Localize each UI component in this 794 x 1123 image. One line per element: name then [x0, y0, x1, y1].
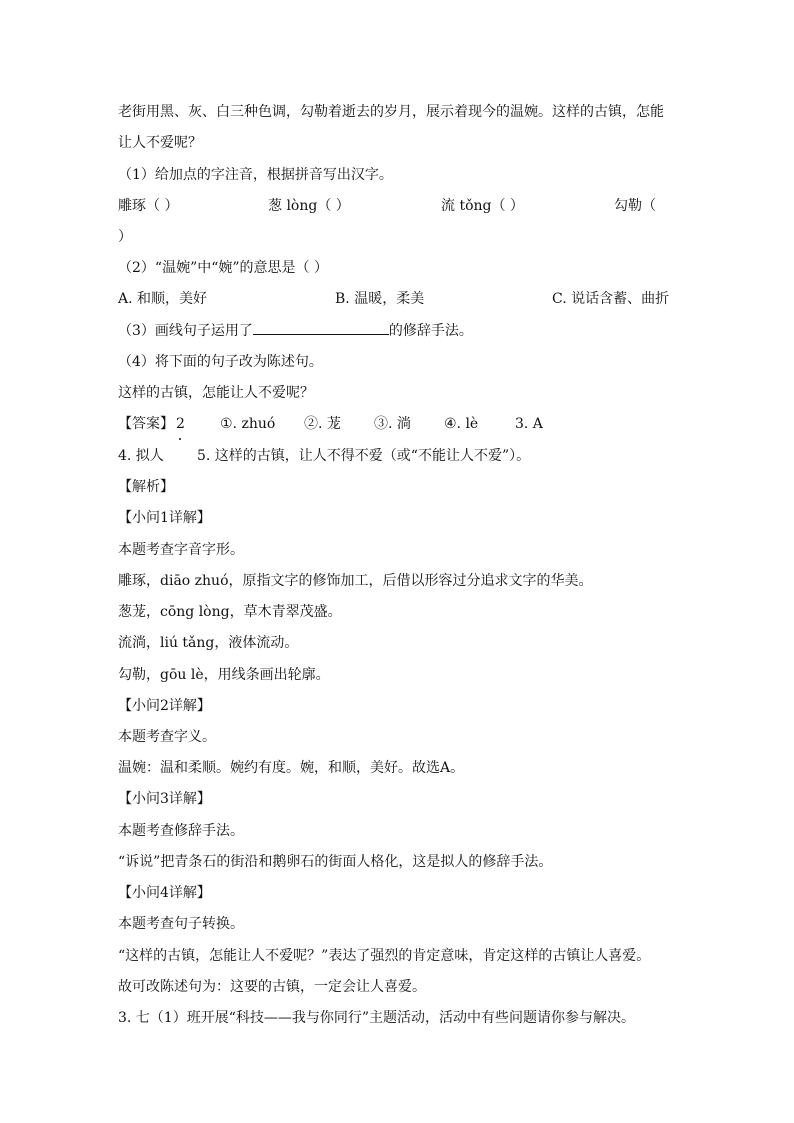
sub4-line-3: 故可改陈述句为：这要的古镇，一定会让人喜爱。 [118, 979, 426, 995]
q1-item-3: 流 tǒng（ ） [441, 198, 524, 214]
sub4-line-1: 本题考查句子转换。 [118, 916, 244, 932]
q1-item-2: 葱 lòng（ ） [268, 198, 350, 214]
q2-option-b: B. 温暖，柔美 [335, 291, 425, 307]
answer-4: ④. lè [444, 416, 479, 432]
q1-item-4: 勾勒（ [614, 198, 656, 214]
q3-line [118, 320, 473, 341]
sub1-line-3: 葱茏，cōng lòng，草木青翠茂盛。 [118, 604, 342, 620]
q3-before: （3）画线句子运用了 [118, 323, 253, 339]
passage-line-1: 老街用黑、灰、白三种色调，勾勒着逝去的岁月，展示着现今的温婉。这样的古镇，怎能 [118, 104, 664, 120]
sub2-line-2: 温婉：温和柔顺。婉约有度。婉，和顺，美好。故选A。 [118, 760, 465, 776]
q2-option-a: A. 和顺，美好 [118, 291, 208, 307]
answer-label: 【答案】 [118, 416, 174, 432]
sub3-line-2: “诉说”把青条石的街沿和鹅卵石的街面人格化，这是拟人的修辞手法。 [118, 854, 553, 870]
answer-7: 5. 这样的古镇，让人不得不爱（或“不能让人不爱”）。 [197, 448, 531, 464]
q3-blank [253, 320, 389, 335]
q2-option-c: C. 说话含蓄、曲折 [552, 291, 670, 307]
sub3-title: 【小问3详解】 [118, 791, 211, 807]
sub4-title: 【小问4详解】 [118, 885, 211, 901]
q1-item-4-close: ） [118, 229, 132, 245]
answer-1: ①. zhuó [220, 416, 276, 432]
sub1-line-4: 流淌，liú tǎng，液体流动。 [118, 635, 299, 651]
sub1-line-2: 雕琢，diāo zhuó，原指文字的修饰加工，后借以形容过分追求文字的华美。 [118, 573, 593, 589]
sub3-line-1: 本题考查修辞手法。 [118, 823, 244, 839]
passage-line-2: 让人不爱呢？ [118, 135, 202, 151]
answer-2: ②. 茏 [304, 416, 341, 432]
answer-5: 3. A [515, 416, 543, 432]
next-question: 3. 七（1）班开展“科技——我与你同行”主题活动，活动中有些问题请你参与解决。 [118, 1010, 636, 1026]
q1-prompt: （1）给加点的字注音，根据拼音写出汉字。 [118, 167, 393, 183]
q1-item-1: 雕琢（ ） [118, 198, 179, 214]
sub2-line-1: 本题考查字义。 [118, 729, 216, 745]
q4-prompt: （4）将下面的句子改为陈述句。 [118, 354, 323, 370]
sub1-line-5: 勾勒，gōu lè，用线条画出轮廓。 [118, 667, 330, 683]
sub1-title: 【小问1详解】 [118, 510, 211, 526]
answer-3: ③. 淌 [374, 416, 411, 432]
q4-sentence: 这样的古镇，怎能让人不爱呢？ [118, 385, 314, 401]
answer-number: 2 [176, 416, 185, 432]
answer-6: 4. 拟人 [118, 448, 164, 464]
sub1-line-1: 本题考查字音字形。 [118, 542, 244, 558]
analysis-label: 【解析】 [118, 479, 174, 495]
sub4-line-2: “这样的古镇，怎能让人不爱呢？”表达了强烈的肯定意味，肯定这样的古镇让人喜爱。 [118, 948, 651, 964]
sub2-title: 【小问2详解】 [118, 698, 211, 714]
q2-prompt: （2）“温婉”中“婉”的意思是（ ） [118, 260, 328, 276]
q3-after: 的修辞手法。 [388, 323, 473, 339]
